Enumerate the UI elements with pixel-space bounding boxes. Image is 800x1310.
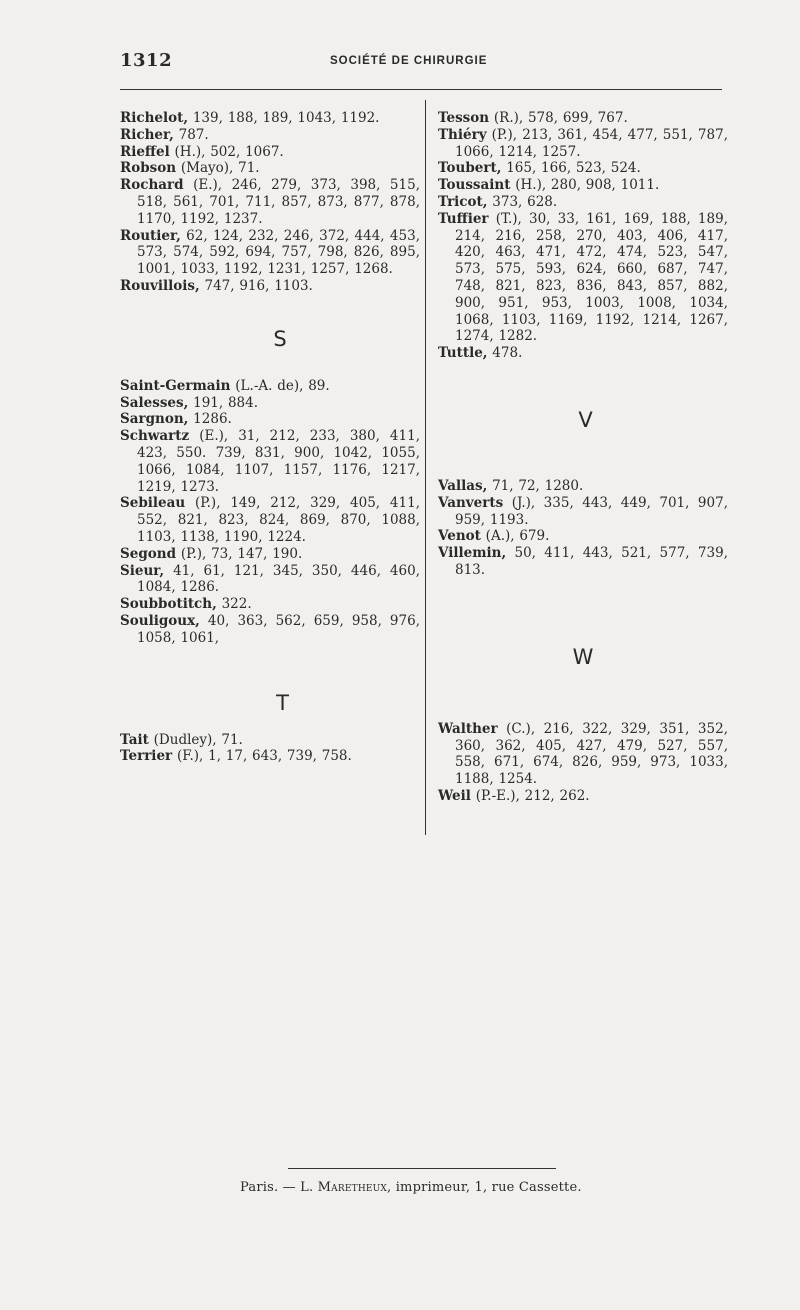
index-group-t-left [120, 732, 420, 766]
index-entry [438, 788, 728, 805]
entry-page-refs: (P.-E.), 212, 262. [470, 787, 590, 804]
entry-name: Segond [120, 545, 177, 562]
index-entry [120, 144, 420, 161]
entry-name: Soubbotitch, [120, 596, 217, 613]
index-entry [120, 378, 420, 395]
index-entry [438, 127, 728, 161]
entry-name: Tricot, [438, 193, 488, 210]
index-group-s [120, 378, 420, 647]
entry-name: Richer, [120, 126, 174, 143]
entry-name: Tuttle, [438, 345, 488, 362]
entry-name: Weil [438, 787, 471, 804]
entry-page-refs: 787. [173, 126, 209, 143]
printer-name: Maretheux [317, 1180, 388, 1195]
entry-name: Robson [120, 160, 177, 177]
entry-page-refs: 71, 72, 1280. [487, 477, 584, 494]
entry-name: Rieffel [120, 143, 170, 160]
index-group-t-right [438, 110, 728, 362]
index-entry [120, 732, 420, 749]
index-entry [120, 596, 420, 613]
entry-page-refs: 747, 916, 1103. [199, 277, 313, 294]
footer-rule [288, 1168, 556, 1169]
entry-page-refs: (P.), 213, 361, 454, 477, 551, 787, 1066, 1214, 1257. [455, 126, 728, 160]
index-group-w [438, 721, 728, 805]
entry-page-refs: 40, 363, 562, 659, 958, 976, 1058, 1061, [137, 612, 420, 646]
entry-page-refs: 191, 884. [188, 394, 259, 411]
index-group-r [120, 110, 420, 295]
index-entry [120, 748, 420, 765]
entry-name: Sebileau [120, 495, 186, 512]
entry-page-refs: (R.), 578, 699, 767. [489, 110, 628, 126]
index-entry [438, 345, 728, 362]
index-entry [120, 110, 420, 127]
entry-page-refs: (E.), 246, 279, 373, 398, 515, 518, 561, 701, 711, 857, 873, 877, 878, 1170, 1192, 1237. [137, 177, 420, 227]
index-entry [120, 563, 420, 597]
entry-page-refs: (Mayo), 71. [176, 160, 260, 177]
entry-page-refs: (Dudley), 71. [148, 731, 243, 748]
index-entry [438, 211, 728, 345]
entry-name: Walther [438, 720, 498, 737]
entry-page-refs: (E.), 31, 212, 233, 380, 411, 423, 550. 739, 831, 900, 1042, 1055, 1066, 1084, 1107, 1157, 1176, 1217, 1219, 1273. [137, 428, 420, 495]
index-entry [120, 228, 420, 278]
entry-name: Venot [438, 528, 481, 545]
entry-name: Thiéry [438, 126, 487, 143]
index-entry [120, 546, 420, 563]
entry-name: Sieur, [120, 562, 165, 579]
entry-page-refs: (H.), 280, 908, 1011. [510, 177, 660, 194]
column-divider [425, 100, 426, 835]
page-header [120, 50, 720, 74]
index-entry [438, 545, 728, 579]
entry-page-refs: 322. [216, 596, 252, 613]
entry-page-refs: (P.), 149, 212, 329, 405, 411, 552, 821, 823, 824, 869, 870, 1088, 1103, 1138, 1190, 1224. [137, 495, 420, 545]
entry-page-refs: (L.-A. de), 89. [230, 377, 330, 394]
running-title: SOCIÉTÉ DE CHIRURGIE [330, 55, 488, 67]
entry-page-refs: 165, 166, 523, 524. [501, 160, 641, 177]
entry-name: Toussaint [438, 177, 511, 194]
entry-name: Tuffier [438, 210, 489, 227]
entry-page-refs: 1286. [188, 411, 232, 428]
entry-page-refs: (C.), 216, 322, 329, 351, 352, 360, 362, 405, 427, 479, 527, 557, 558, 671, 674, 826, 959, 973, 1033, 1188, 1254. [455, 720, 728, 788]
entry-name: Tesson [438, 110, 490, 126]
entry-name: Terrier [120, 748, 173, 765]
entry-name: Routier, [120, 227, 181, 244]
entry-page-refs: (J.), 335, 443, 449, 701, 907, 959, 1193. [455, 494, 728, 528]
section-letter-s: S [273, 326, 287, 351]
index-entry [438, 528, 728, 545]
entry-page-refs: 373, 628. [487, 193, 558, 210]
index-entry [120, 177, 420, 227]
section-letter-t: T [276, 690, 289, 715]
entry-page-refs: (F.), 1, 17, 643, 739, 758. [172, 748, 352, 765]
index-entry [438, 721, 728, 788]
index-entry [438, 495, 728, 529]
index-entry [438, 177, 728, 194]
entry-name: Vallas, [438, 477, 488, 494]
index-entry [120, 428, 420, 495]
entry-name: Rouvillois, [120, 277, 200, 294]
entry-page-refs: 139, 188, 189, 1043, 1192. [188, 110, 380, 126]
imprint-prefix: Paris. — L. [240, 1180, 318, 1195]
index-entry [120, 160, 420, 177]
index-entry [120, 613, 420, 647]
index-entry [120, 411, 420, 428]
entry-name: Salesses, [120, 394, 189, 411]
entry-page-refs: (T.), 30, 33, 161, 169, 188, 189, 214, 216, 258, 270, 403, 406, 417, 420, 463, 471, 472, 474, 523, 547, 573, 575, 593, 624, 660, 687, 747, 748, 821, 823, 836, 843, 857, 882, 900, 951, 953, 1003, 1008, 1034, 1068, 1103, 1169, 1192, 1214, 1267, 1274, 1282. [455, 210, 728, 345]
section-letter-w: W [572, 644, 594, 669]
index-entry [438, 194, 728, 211]
index-entry [120, 495, 420, 545]
index-entry [120, 278, 420, 295]
entry-page-refs: (A.), 679. [480, 528, 550, 545]
entry-name: Toubert, [438, 160, 502, 177]
page-number: 1312 [120, 50, 173, 71]
entry-page-refs: 50, 411, 443, 521, 577, 739, 813. [455, 545, 728, 578]
header-rule [120, 89, 722, 90]
index-entry [438, 478, 728, 495]
entry-page-refs: 62, 124, 232, 246, 372, 444, 453, 573, 574, 592, 694, 757, 798, 826, 895, 1001, 1033, 1192, 1231, 1257, 1268. [137, 227, 420, 278]
entry-name: Rochard [120, 177, 184, 194]
entry-name: Vanverts [438, 494, 504, 511]
entry-name: Saint-Germain [120, 377, 231, 394]
index-entry [120, 127, 420, 144]
entry-page-refs: (H.), 502, 1067. [169, 143, 284, 160]
entry-page-refs: 478. [487, 345, 523, 362]
entry-name: Sargnon, [120, 411, 189, 428]
right-column [438, 110, 728, 805]
printer-imprint [240, 1180, 610, 1195]
index-entry [120, 395, 420, 412]
index-group-v [438, 478, 728, 579]
entry-name: Souligoux, [120, 612, 200, 629]
index-entry [438, 110, 728, 127]
entry-name: Schwartz [120, 428, 190, 445]
entry-name: Villemin, [438, 545, 507, 562]
index-entry [438, 160, 728, 177]
entry-page-refs: 41, 61, 121, 345, 350, 446, 460, 1084, 1286. [137, 562, 420, 596]
left-column [120, 110, 420, 765]
entry-name: Tait [120, 731, 149, 748]
entry-page-refs: (P.), 73, 147, 190. [176, 545, 303, 562]
entry-name: Richelot, [120, 110, 189, 126]
imprint-suffix: , imprimeur, 1, rue Cassette. [387, 1180, 582, 1195]
section-letter-v: V [578, 407, 593, 432]
